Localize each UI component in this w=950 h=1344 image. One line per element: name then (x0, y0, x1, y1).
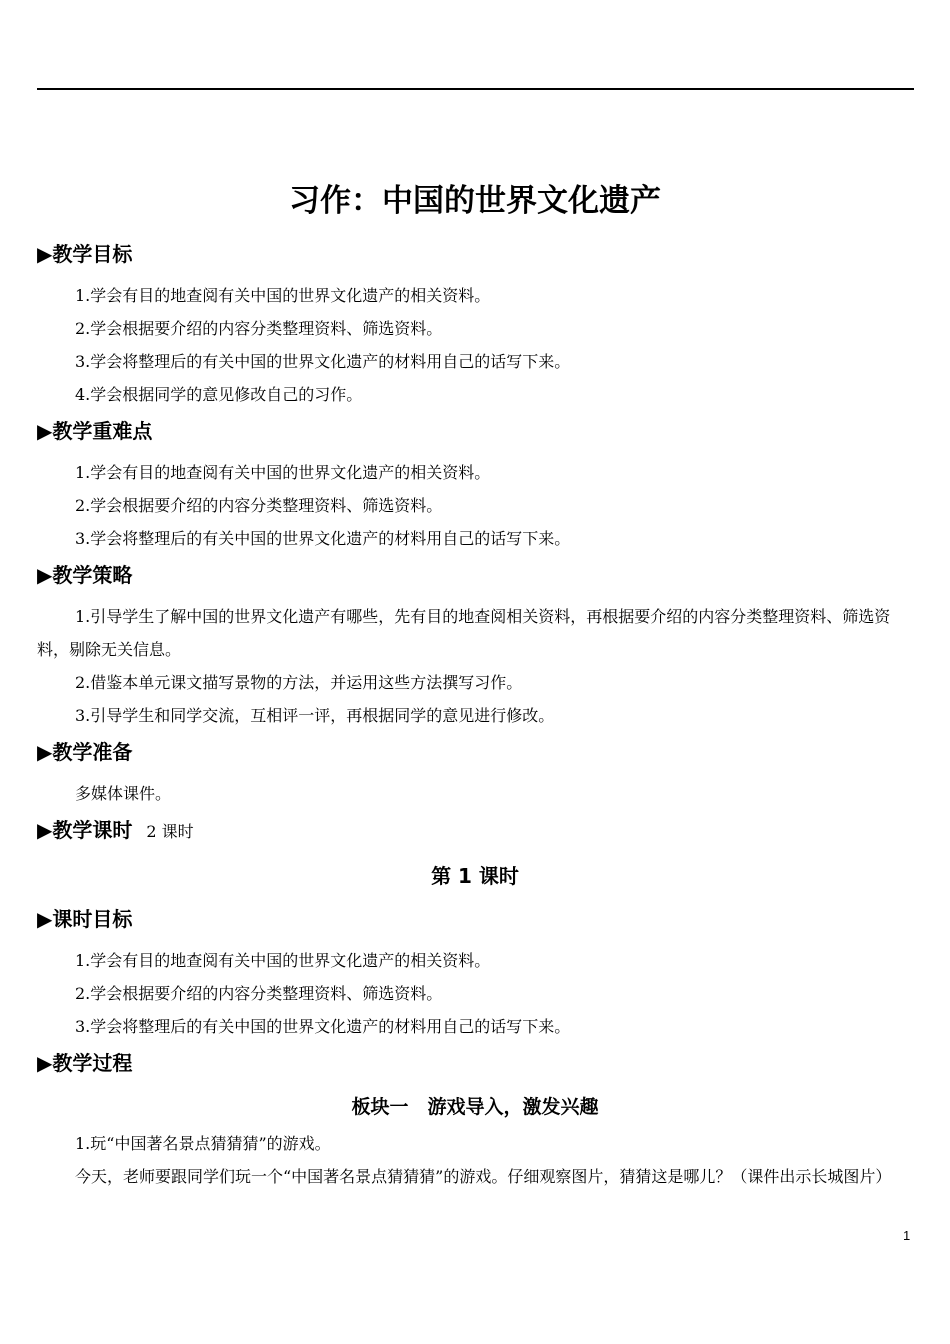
lesson-goals-item: 1.学会有目的地查阅有关中国的世界文化遗产的相关资料。 (75, 951, 491, 970)
hours-value: 2 课时 (146, 822, 194, 841)
goals-heading: ▶教学目标 (37, 242, 133, 266)
goals-item: 2.学会根据要介绍的内容分类整理资料、筛选资料。 (75, 319, 443, 338)
lesson-goals-item: 3.学会将整理后的有关中国的世界文化遗产的材料用自己的话写下来。 (75, 1017, 571, 1036)
hours-label: ▶教学课时 (37, 818, 133, 842)
process-paragraph: 今天，老师要跟同学们玩一个“中国著名景点猜猜猜”的游戏。仔细观察图片，猜猜这是哪儿？（课件出示长城图片） (75, 1167, 892, 1186)
document-title: 习作：中国的世界文化遗产 (289, 183, 661, 219)
key-points-item: 3.学会将整理后的有关中国的世界文化遗产的材料用自己的话写下来。 (75, 529, 571, 548)
goals-item: 1.学会有目的地查阅有关中国的世界文化遗产的相关资料。 (75, 286, 491, 305)
strategy-heading: ▶教学策略 (37, 563, 133, 587)
block-title: 板块一 游戏导入，激发兴趣 (351, 1096, 599, 1118)
key-points-item: 1.学会有目的地查阅有关中国的世界文化遗产的相关资料。 (75, 463, 491, 482)
strategy-item: 3.引导学生和同学交流，互相评一评，再根据同学的意见进行修改。 (75, 706, 555, 725)
strategy-item: 2.借鉴本单元课文描写景物的方法，并运用这些方法撰写习作。 (75, 673, 523, 692)
process-heading: ▶教学过程 (37, 1051, 133, 1075)
header-rule (37, 88, 914, 90)
strategy-item: 1.引导学生了解中国的世界文化遗产有哪些，先有目的地查阅相关资料，再根据要介绍的内容分类整理资料、筛选资料，剔除无关信息。 (37, 607, 891, 659)
key-points-heading: ▶教学重难点 (37, 419, 153, 443)
goals-item: 4.学会根据同学的意见修改自己的习作。 (75, 385, 363, 404)
key-points-item: 2.学会根据要介绍的内容分类整理资料、筛选资料。 (75, 496, 443, 515)
process-paragraph: 1.玩“中国著名景点猜猜猜”的游戏。 (75, 1134, 331, 1153)
lesson-goals-item: 2.学会根据要介绍的内容分类整理资料、筛选资料。 (75, 984, 443, 1003)
preparation-heading: ▶教学准备 (37, 740, 133, 764)
lesson-title: 第 1 课时 (431, 864, 519, 888)
lesson-goals-heading: ▶课时目标 (37, 907, 133, 931)
goals-item: 3.学会将整理后的有关中国的世界文化遗产的材料用自己的话写下来。 (75, 352, 571, 371)
page-number: 1 (903, 1228, 911, 1243)
hours-heading (37, 816, 194, 846)
preparation-text: 多媒体课件。 (75, 784, 172, 803)
